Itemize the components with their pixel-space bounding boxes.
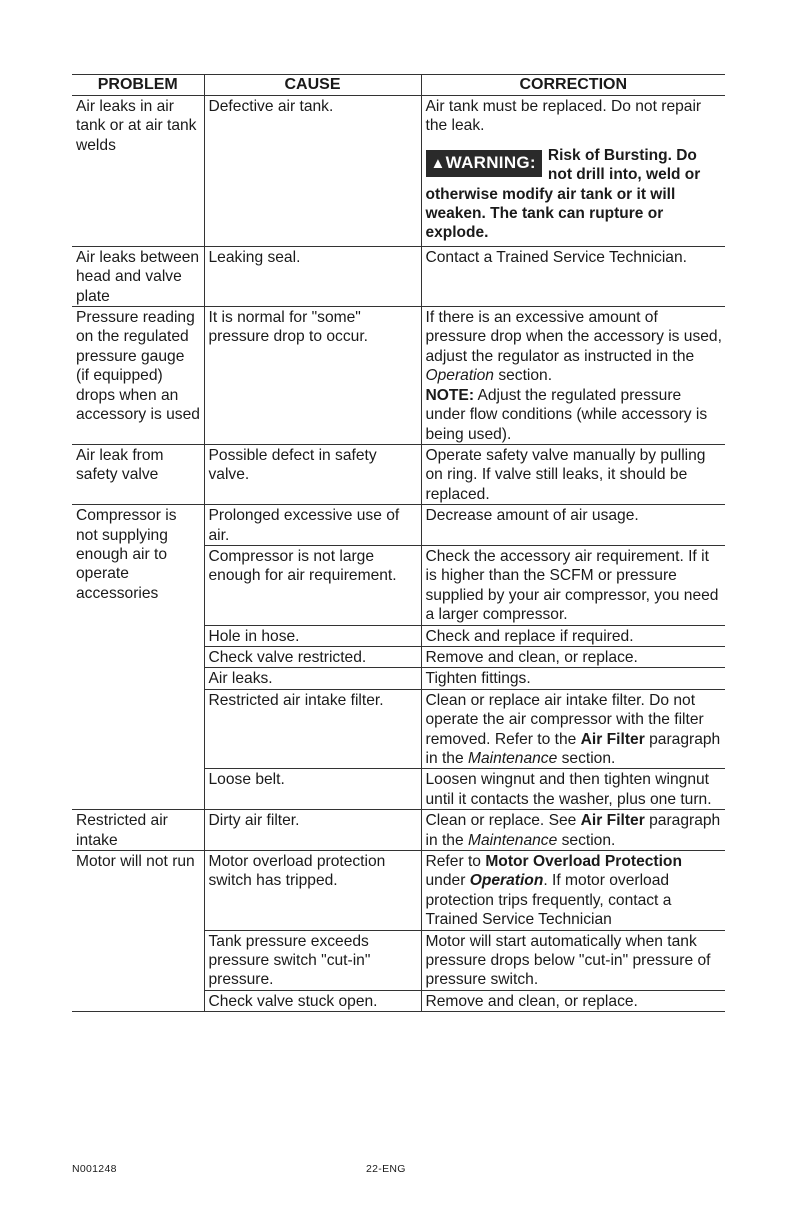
cause-cell: Leaking seal. — [204, 246, 421, 306]
cause-cell: Dirty air filter. — [204, 810, 421, 851]
cause-cell: Tank pressure exceeds pressure switch "cut-in" pressure. — [204, 930, 421, 990]
maintenance-ref: Maintenance — [467, 750, 558, 767]
cause-cell: Hole in hose. — [204, 625, 421, 646]
cause-cell: It is normal for "some" pressure drop to occur. — [204, 307, 421, 445]
cause-cell: Defective air tank. — [204, 96, 421, 247]
correction-cell: Decrease amount of air usage. — [421, 505, 725, 546]
cause-cell: Check valve restricted. — [204, 646, 421, 667]
table-row — [72, 444, 725, 504]
troubleshooting-table — [72, 74, 725, 1012]
warning-text: Risk of Bursting. Do not drill into, weld or otherwise modify air tank or it will weaken. The tank can rupture or explode. — [425, 146, 701, 242]
page-number: 22-ENG — [366, 1163, 406, 1175]
correction-text: Air tank must be replaced. Do not repair the leak. — [425, 98, 702, 135]
table-row — [72, 96, 725, 247]
correction-cell: Tighten fittings. — [421, 668, 725, 689]
correction-text: section. — [557, 750, 616, 767]
operation-ref: Operation — [425, 367, 494, 385]
correction-text: . If motor overload protection trips frequently, contact a Trained Service Technician — [425, 872, 672, 929]
air-filter-ref: Air Filter — [580, 812, 645, 830]
correction-cell — [421, 307, 725, 445]
header-cause: CAUSE — [204, 75, 421, 96]
correction-cell — [421, 810, 725, 851]
problem-cell: Compressor is not supplying enough air to operate accessories — [72, 505, 204, 810]
cause-cell: Air leaks. — [204, 668, 421, 689]
correction-cell: Loosen wingnut and then tighten wingnut until it contacts the washer, plus one turn. — [421, 769, 725, 810]
warning-block — [426, 146, 723, 243]
air-filter-ref: Air Filter — [580, 730, 645, 748]
problem-cell: Air leaks between head and valve plate — [72, 246, 204, 306]
table-row — [72, 246, 725, 306]
correction-cell: Check the accessory air requirement. If it is higher than the SCFM or pressure supplied by your air compressor, you need a larger compressor. — [421, 545, 725, 625]
cause-cell: Possible defect in safety valve. — [204, 444, 421, 504]
warning-triangle-icon: ▲ — [430, 154, 446, 172]
cause-cell: Loose belt. — [204, 769, 421, 810]
correction-text-end: section. — [493, 367, 553, 385]
correction-cell: Contact a Trained Service Technician. — [421, 246, 725, 306]
table-row — [72, 851, 725, 931]
cause-cell: Compressor is not large enough for air requirement. — [204, 545, 421, 625]
cause-cell: Prolonged excessive use of air. — [204, 505, 421, 546]
correction-text: Refer to — [425, 853, 486, 871]
correction-cell — [421, 96, 725, 247]
header-problem: PROBLEM — [72, 75, 204, 96]
correction-text: paragraph in the — [425, 730, 721, 767]
correction-cell: Remove and clean, or replace. — [421, 990, 725, 1011]
cause-cell: Restricted air intake filter. — [204, 689, 421, 769]
motor-overload-ref: Motor Overload Protection — [485, 853, 682, 871]
cause-cell: Motor overload protection switch has tripped. — [204, 851, 421, 931]
maintenance-ref: Maintenance — [467, 831, 558, 849]
warning-label: WARNING: — [445, 152, 536, 172]
correction-cell — [421, 851, 725, 931]
correction-cell: Check and replace if required. — [421, 625, 725, 646]
document-code: N001248 — [72, 1163, 117, 1175]
correction-cell — [421, 689, 725, 769]
correction-cell: Operate safety valve manually by pulling on ring. If valve still leaks, it should be replaced. — [421, 444, 725, 504]
operation-ref: Operation — [469, 872, 544, 890]
table-row — [72, 307, 725, 445]
correction-text: under — [425, 872, 470, 890]
problem-cell: Pressure reading on the regulated pressure gauge (if equipped) drops when an accessory is used — [72, 307, 204, 445]
table-row — [72, 810, 725, 851]
correction-text: section. — [557, 831, 616, 849]
note-text: Adjust the regulated pressure under flow conditions (while accessory is being used). — [425, 386, 708, 443]
correction-text: If there is an excessive amount of pressure drop when the accessory is used, adjust the regulator as instructed in the — [425, 309, 722, 365]
problem-cell: Motor will not run — [72, 851, 204, 1012]
header-correction: CORRECTION — [421, 75, 725, 96]
problem-cell: Air leak from safety valve — [72, 444, 204, 504]
correction-text: Clean or replace air intake filter. Do not operate the air compressor with the filter removed. Refer to the — [425, 691, 704, 748]
problem-cell: Restricted air intake — [72, 810, 204, 851]
cause-cell: Check valve stuck open. — [204, 990, 421, 1011]
table-header-row — [72, 75, 725, 96]
correction-cell: Remove and clean, or replace. — [421, 646, 725, 667]
correction-cell: Motor will start automatically when tank pressure drops below "cut-in" pressure of pressure switch. — [421, 930, 725, 990]
note-label: NOTE: — [425, 386, 475, 404]
correction-text: paragraph in the — [425, 812, 721, 849]
table-row — [72, 505, 725, 546]
correction-text: Clean or replace. See — [425, 812, 581, 830]
warning-badge — [426, 150, 542, 177]
problem-cell: Air leaks in air tank or at air tank welds — [72, 96, 204, 247]
